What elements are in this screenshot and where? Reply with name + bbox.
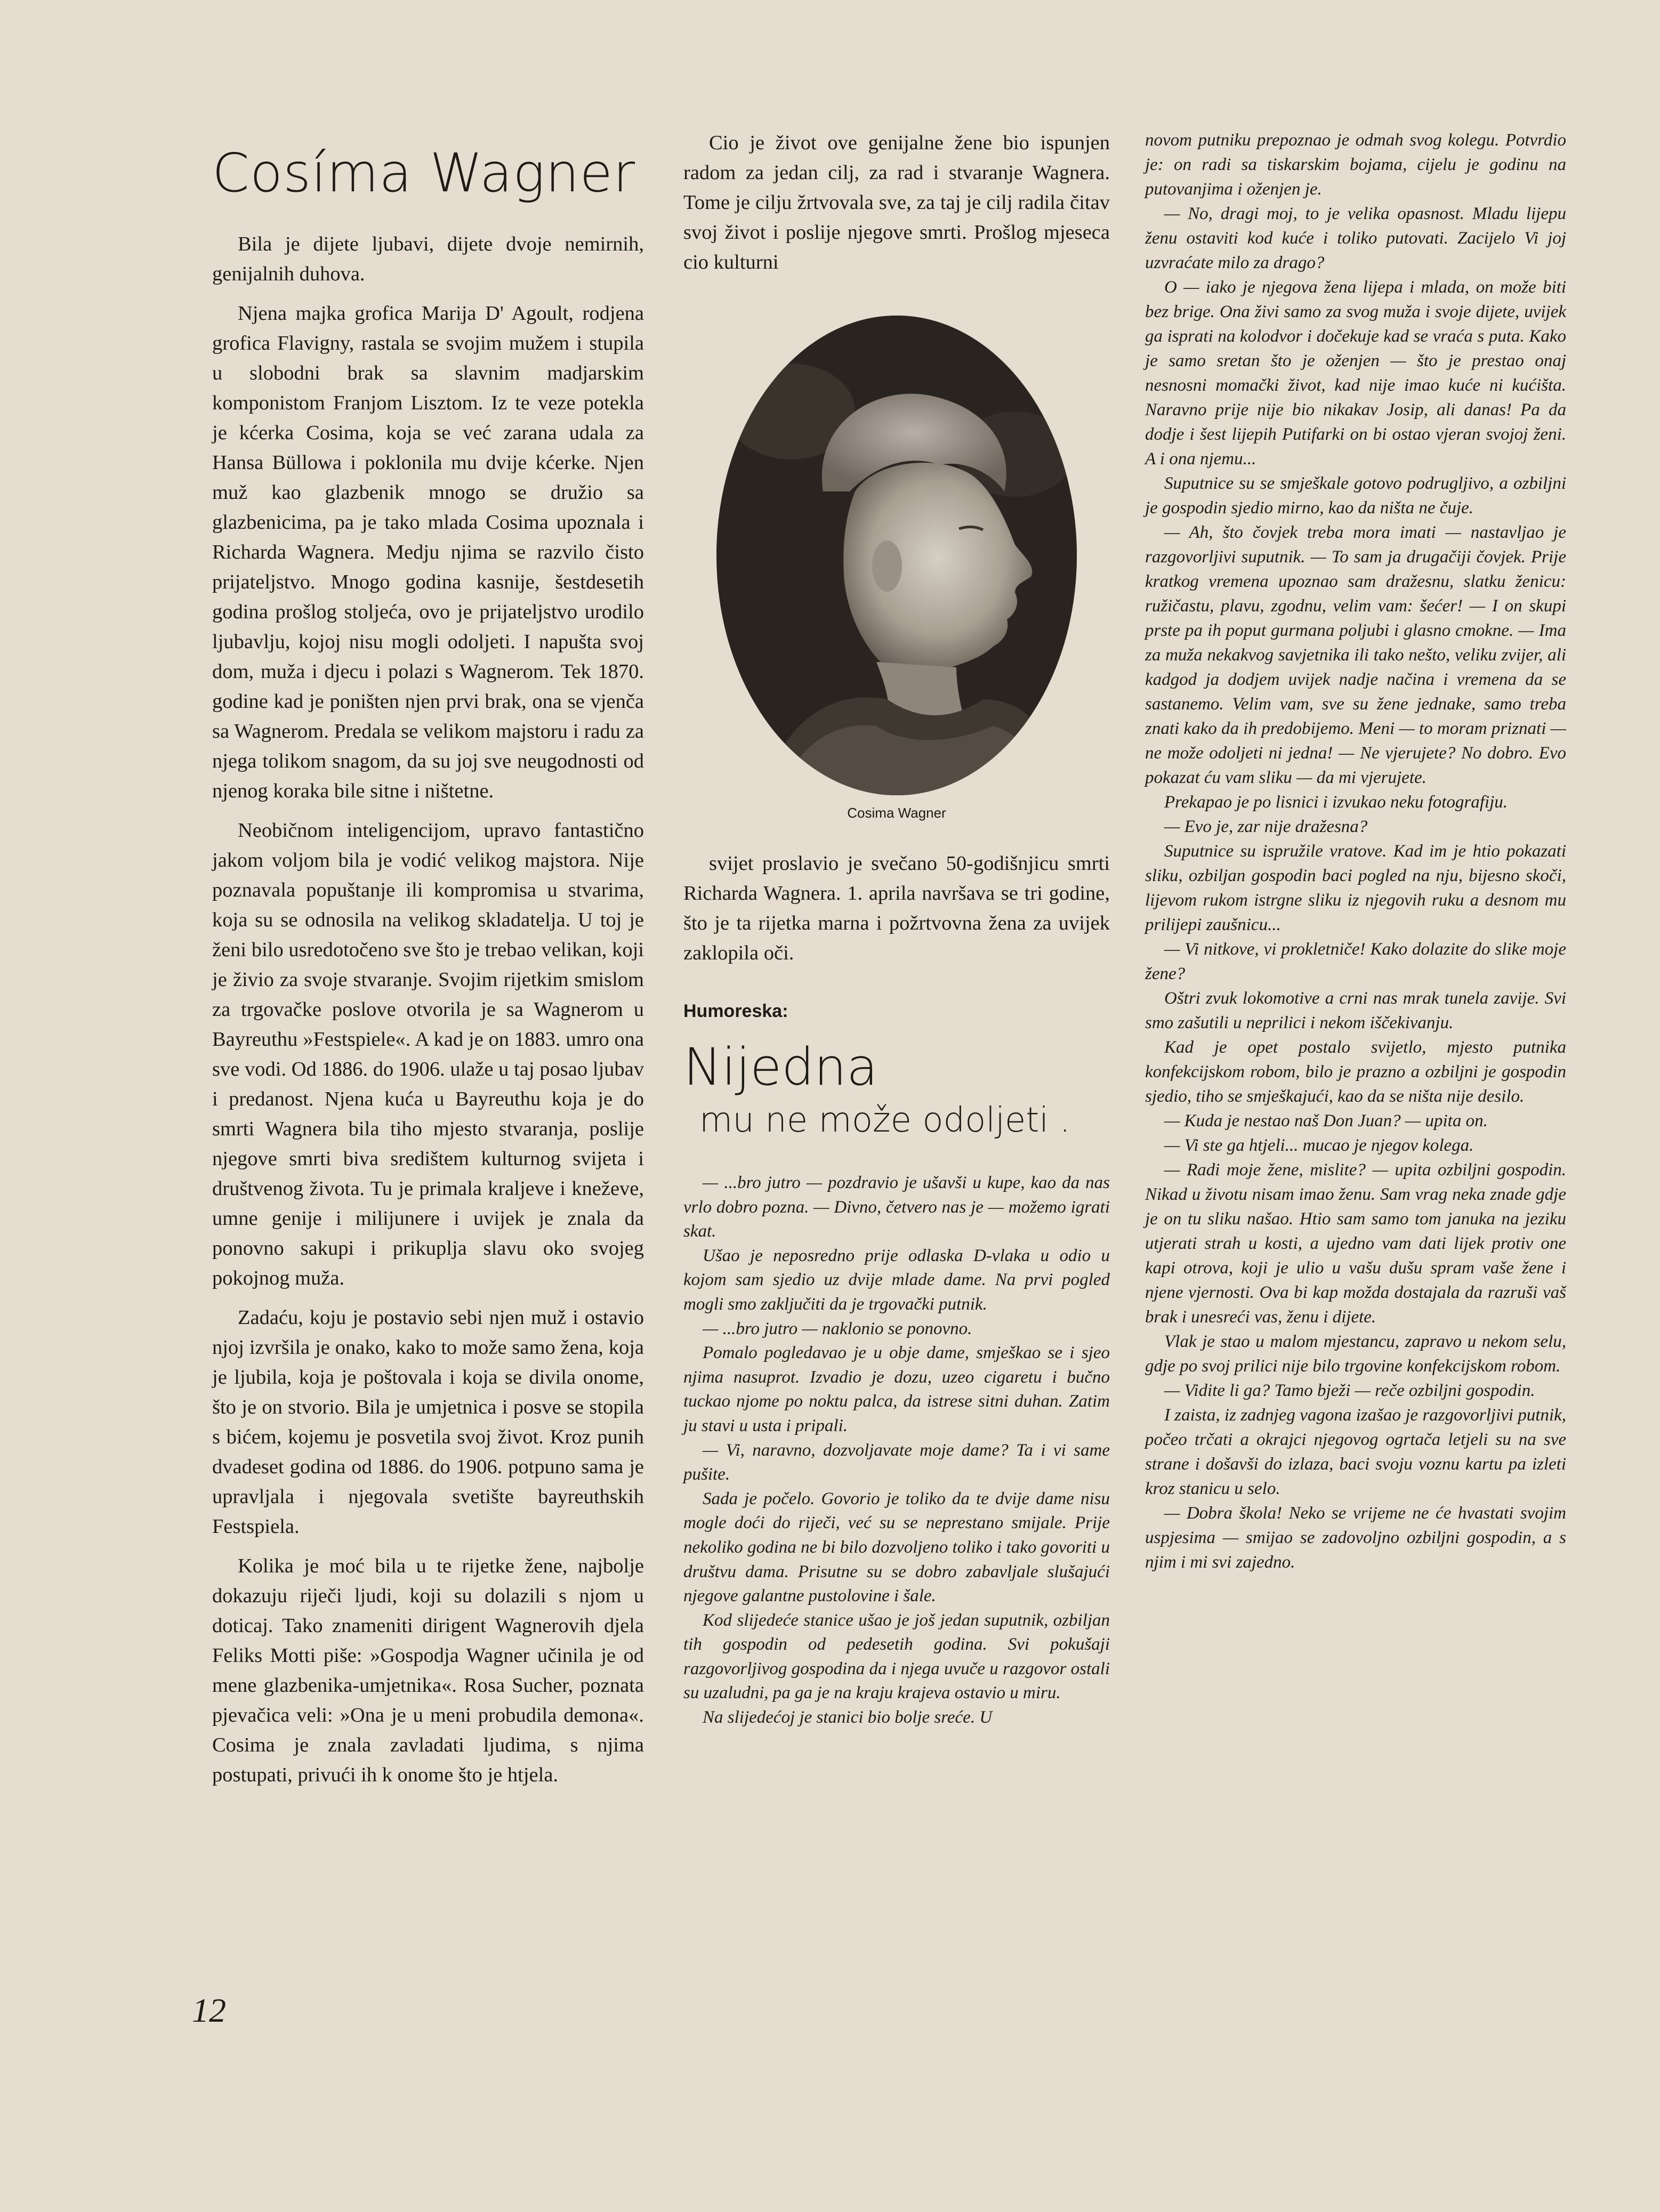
paragraph: Suputnice su se smješkale gotovo podrugljivo, a ozbiljni je gospodin sjedio mirno, kao da ništa ne čuje. xyxy=(1145,474,1566,518)
paragraph: Neobičnom inteligencijom, upravo fantastično jakom voljom bila je vodić velikog majstora. Nije poznavala popuštanje ili kompromisa u stvarima, koja su se odnosila na velikog skladatelja. U toj je ženi bilo usredotočeno sve što je trebao velikan, koji je živio za svoje stvaranje. Svojim rijetkim smislom za trgovačke poslove otvorila je sa Wagnerom u Bayreuthu »Festspiele«. A kad je on 1883. umro ona sve vodi. Od 1886. do 1906. ulaže u taj posao ljubav i predanost. Njena kuća u Bayreuthu koja je do smrti Wagnera bila tiho mjesto stvaranja, poslije njegove smrti biva središtem kulturnog svijeta i društvenog života. Tu je primala kraljeve i kneževe, umne genije i milijunere i uvijek je znala da ponovno sakupi i prikuplja slavu oko svojeg pokojnog muža. xyxy=(212,819,644,1289)
section-rubric: Humoreska: xyxy=(683,1001,788,1021)
paragraph: Kod slijedeće stanice ušao je još jedan suputnik, ozbiljan tih gospodin od pedesetih godina. Svi pokušaji razgovorljivog gospodina da i njega uvuče u razgovor ostali su uzaludni, pa ga je na kraju krajeva ostavio u miru. xyxy=(683,1610,1110,1703)
story-column-3 xyxy=(1145,128,1566,1575)
paragraph: Oštri zvuk lokomotive a crni nas mrak tunela zavije. Svi smo zašutili u neprilici i nekom iščekivanju. xyxy=(1145,989,1566,1032)
story-title-line-1: Nijedna xyxy=(683,1037,878,1097)
paragraph: Sada je počelo. Govorio je toliko da te dvije dame nisu mogle doći do riječi, već su se neprestano smijale. Prije nekoliko godina ne bi bilo dozvoljeno toliko i tako govoriti u društvu dama. Prisutne su se dobro zabavljale slušajući njegove galantne pustolovine i šale. xyxy=(683,1489,1110,1606)
paragraph: — Dobra škola! Neko se vrijeme ne će hvastati svojim uspjesima — smijao se zadovoljno ozbiljni gospodin, a s njim i mi svi zajedno. xyxy=(1145,1504,1566,1572)
paragraph: svijet proslavio je svečano 50-godišnjicu smrti Richarda Wagnera. 1. aprila navršava se tri godine, što je ta rijetka marna i požrtvovna žena za uvijek zaklopila oči. xyxy=(683,852,1110,964)
paragraph: — Vidite li ga? Tamo bježi — reče ozbiljni gospodin. xyxy=(1164,1381,1535,1400)
paragraph: Bila je dijete ljubavi, dijete dvoje nemirnih, genijalnih duhova. xyxy=(212,233,644,285)
page-number: 12 xyxy=(192,1991,226,2029)
paragraph: Na slijedećoj je stanici bio bolje sreće. U xyxy=(703,1708,993,1727)
paragraph: Pomalo pogledavao je u obje dame, smješkao se i sjeo njima nasuprot. Izvadio je dozu, uzeo cigaretu i bučno tuckao njome po noktu palca, da istrese sitni duhan. Zatim ju stavi u usta i pripali. xyxy=(683,1343,1110,1435)
paragraph: — Kuda je nestao naš Don Juan? — upita on. xyxy=(1164,1111,1488,1131)
paragraph: — Vi ste ga htjeli... mucao je njegov kolega. xyxy=(1164,1136,1474,1155)
paragraph: — No, dragi moj, to je velika opasnost. Mladu lijepu ženu ostaviti kod kuće i toliko putovati. Zacijelo Vi joj uzvraćate milo za drago? xyxy=(1145,204,1566,272)
paragraph: Suputnice su ispružile vratove. Kad im je htio pokazati sliku, ozbiljan gospodin baci pogled na nju, bijesno skoči, lijevom rukom istrgne sliku iz njegovih ruku a desnom mu prilijepi zaušnicu... xyxy=(1145,842,1566,934)
paragraph: I zaista, iz zadnjeg vagona izašao je razgovorljivi putnik, počeo trčati a okrajci njegovog ogrtača letjeli su na sve strane i došavši do izlaza, baci svoju voznu kartu pa izleti kroz stanicu u selo. xyxy=(1145,1406,1566,1498)
paragraph: O — iako je njegova žena lijepa i mlada, on može biti bez brige. Ona živi samo za svog muža i svoje dijete, uvijek ga isprati na kolodvor i dočekuje kad se vraća s puta. Kako je samo sretan što je oženjen — što je prestao onaj nesnosni momački život, kad nije imao kuće ni kućišta. Naravno prije nije bio nikakav Josip, ali danas! Pa da dodje i šest lijepih Putifarki on bi ostao vjeran svojoj ženi. A i ona njemu... xyxy=(1145,278,1566,469)
paragraph: — Evo je, zar nije dražesna? xyxy=(1164,817,1368,836)
paragraph: Njena majka grofica Marija D' Agoult, rodjena grofica Flavigny, rastala se svojim mužem i stupila u slobodni brak sa slavnim madjarskim komponistom Franjom Lisztom. Iz te veze potekla je kćerka Cosima, koja se već zarana udala za Hansa Büllowa i poklonila mu dvije kćerke. Njen muž kao glazbenik mnogo se družio sa glazbenicima, pa je tako mlada Cosima upoznala i Richarda Wagnera. Medju njima se razvilo čisto prijateljstvo. Mnogo godina kasnije, šestdesetih godina prošlog stoljeća, ovo je prijateljstvo urodilo ljubavlju, kojoj nisu mogli odoljeti. I napušta svoj dom, muža i djecu i polazi s Wagnerom. Tek 1870. godine kad je poništen njen prvi brak, ona se vjenča sa Wagnerom. Predala se velikom majstoru i radu za njega tolikom snagom, da su joj sve neugodnosti od njenog koraka bile sitne i ništetne. xyxy=(212,302,644,802)
article-column-2 xyxy=(683,128,1110,1730)
article-column-1 xyxy=(212,128,644,1799)
portrait-photo-drawing xyxy=(716,316,1077,795)
paragraph: Cio je život ove genijalne žene bio ispunjen radom za jedan cilj, za rad i stvaranje Wagnera. Tome je cilju žrtvovala sve, za taj je cilj radila čitav svoj život i poslije njegove smrti. Prošlog mjeseca cio kulturni xyxy=(683,132,1110,273)
paragraph: — Ah, što čovjek treba mora imati — nastavljao je razgovorljivi suputnik. — To sam ja drugačiji čovjek. Prije kratkog vremena upoznao sam dražesnu, slatku ženicu: ružičastu, plavu, zgodnu, velim vam: šećer! — I on skupi prste pa ih poput gurmana poljubi i glasno cmokne. — Ima za muža nekakvog savjetnika ili tako nešto, veliku zvijer, ali kadgod ja dodjem uvijek nadje načina i vremena da se sastanemo. Velim vam, sve su žene jednake, samo treba znati kako da ih predobijemo. Meni — to moram priznati — ne može odoljeti ni jedna! — Ne vjerujete? No dobro. Evo pokazat ću vam sliku — da mi vjerujete. xyxy=(1145,523,1566,787)
article-title: Cosíma Wagner xyxy=(212,142,636,204)
paragraph: novom putniku prepoznao je odmah svog kolegu. Potvrdio je: on radi sa tiskarskim bojama, cijelu je godinu na putovanjima i oženjen je. xyxy=(1145,131,1566,199)
portrait-figure xyxy=(683,316,1110,843)
paragraph: Kad je opet postalo svijetlo, mjesto putnika konfekcijskom robom, bilo je prazno a ozbiljni je gospodin sjedio, tiho se smješkajući, kao da se ništa nije desilo. xyxy=(1145,1038,1566,1106)
paragraph: — ...bro jutro — naklonio se ponovno. xyxy=(703,1319,972,1338)
paragraph: — Vi, naravno, dozvoljavate moje dame? Ta i vi same pušite. xyxy=(683,1440,1110,1484)
portrait-photo xyxy=(716,316,1077,795)
story-title-line-2: mu ne može odoljeti . xyxy=(699,1101,1070,1140)
paragraph: Zadaću, koju je postavio sebi njen muž i ostavio njoj izvršila je onako, kako to može samo žena, koja je ljubila, koja je poštovala i koja se divila onome, što je on stvorio. Bila je umjetnica i posve se stopila s bićem, kojemu je posvetila svoj život. Kroz punih dvadeset godina od 1886. do 1906. potpuno sama je upravljala i njegovala svetište bayreuthskih Festspiela. xyxy=(212,1306,644,1538)
paragraph: Kolika je moć bila u te rijetke žene, najbolje dokazuju riječi ljudi, koji su dolazili s njom u doticaj. Tako znameniti dirigent Wagnerovih djela Feliks Motti piše: »Gospodja Wagner učinila je od mene glazbenika-umjetnika«. Rosa Sucher, poznata pjevačica veli: »Ona je u meni probudila demona«. Cosima je znala zavladati ljudima, s njima postupati, privući ih k onome što je htjela. xyxy=(212,1555,644,1786)
paragraph: — Vi nitkove, vi prokletniče! Kako dolazite do slike moje žene? xyxy=(1145,940,1566,983)
paragraph: — ...bro jutro — pozdravio je ušavši u kupe, kao da nas vrlo dobro pozna. — Divno, četvero nas je — možemo igrati skat. xyxy=(683,1173,1110,1241)
paragraph: Prekapao je po lisnici i izvukao neku fotografiju. xyxy=(1164,793,1508,812)
paragraph: Ušao je neposredno prije odlaska D-vlaka u odio u kojom sam sjedio uz dvije mlade dame. Na prvi pogled mogli smo zaključiti da je trgovački putnik. xyxy=(683,1246,1110,1314)
paragraph: Vlak je stao u malom mjestancu, zapravo u nekom selu, gdje po svoj prilici nije bilo trgovine konfekcijskom robom. xyxy=(1145,1332,1566,1376)
photo-caption: Cosima Wagner xyxy=(847,805,946,821)
paragraph: — Radi moje žene, mislite? — upita ozbiljni gospodin. Nikad u životu nisam imao ženu. Sam vrag neka znade gdje je on tu sliku našao. Htio sam samo tom januka na jeziku utjerati strah u kosti, a ujedno vam dati lijek protiv one kapi otrova, koji je ulio u vašu dušu spram vaše žene i njene vjernosti. Ova bi kap možda dostajala da razruši vaš brak i unesreći vas, ženu i dijete. xyxy=(1145,1160,1566,1327)
